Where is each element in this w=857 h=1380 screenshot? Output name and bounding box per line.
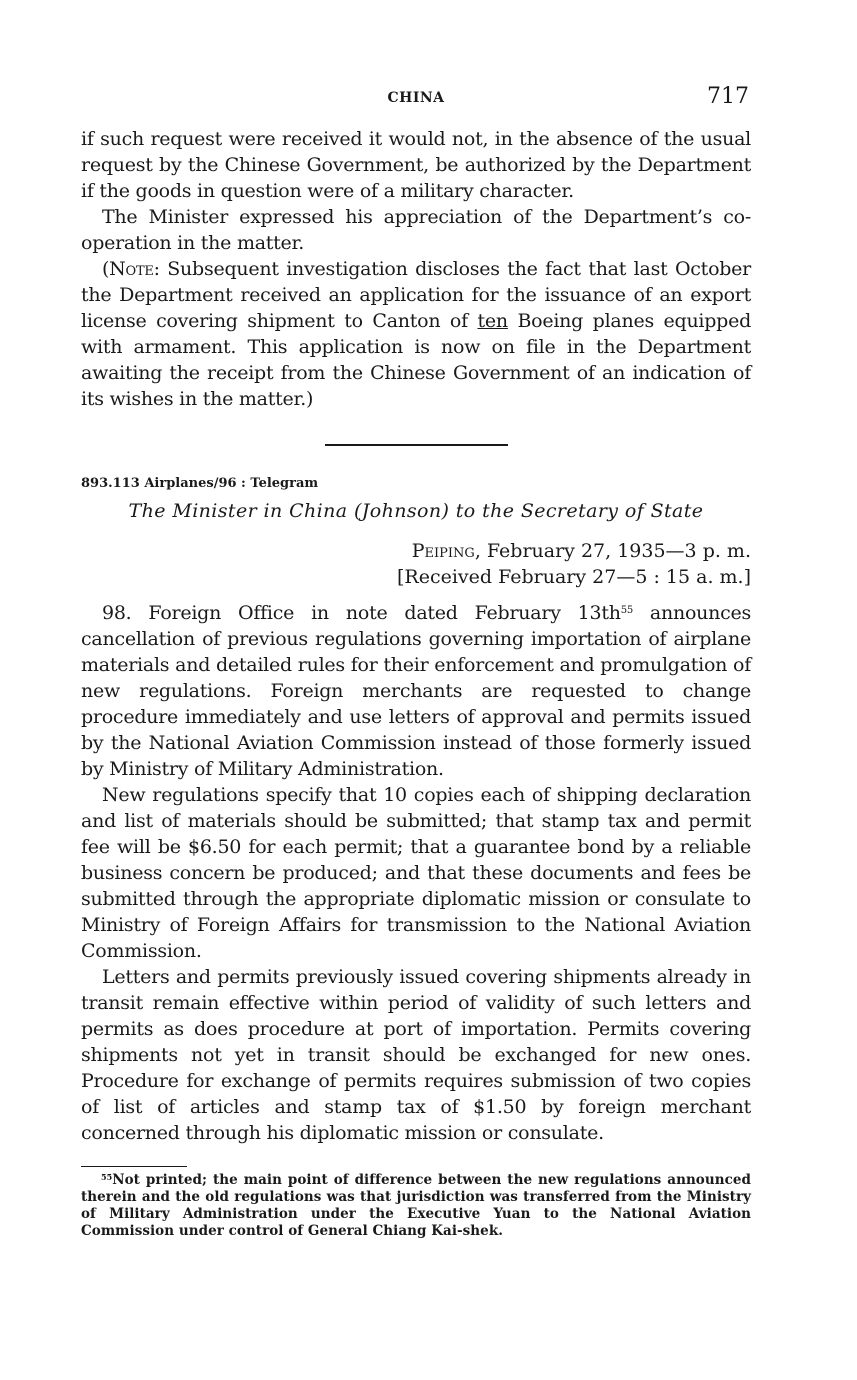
editorial-note [81,256,751,412]
telegram-body [81,600,751,1146]
dateline-date: February 27, 1935—3 p. m. [480,540,751,562]
page-number: 717 [707,84,749,109]
document-page [81,84,751,1240]
preceding-paragraph-1: if such request were received it would not, in the absence of the usual request by the Chinese Government, be authorized by the Department if the goods in question were of a military character. [81,128,751,202]
dateline [81,538,751,590]
dateline-sent [81,538,751,564]
note-text-after: Boeing planes equipped with armament. This application is now on file in the Department awaiting the receipt from the Chinese Government of an indication of its wishes in the matter.) [81,310,751,410]
telegram-paragraph-2: New regulations specify that 10 copies each of shipping declaration and list of materials should be submitted; that stamp tax and permit fee will be $6.50 for each permit; that a guarantee bond by a reliable business concern be produced; and that these documents and fees be submitted through the appropriate diplomatic mission or consulate to Ministry of Foreign Affairs for transmission to the National Aviation Commission. [81,784,751,962]
note-text-before: : Subsequent investigation discloses the fact that last October the Department received an application for the issuance of an export license covering shipment to Canton of [81,258,751,332]
dateline-received: [Received February 27—5 : 15 a. m.] [397,566,751,588]
dateline-place: Peiping, [411,540,481,562]
telegram-paragraph-1 [81,600,751,782]
footnote-text: Not printed; the main point of difference between the new regulations announced therein and the old regulations was that jurisdiction was transferred from the Ministry of Military Administration under the Executive Yuan to the National Aviation Commission under control of General Chiang Kai-shek. [81,1172,751,1239]
running-header [81,84,751,114]
telegram-p1-after: announces cancellation of previous regulations governing importation of airplane materials and detailed rules for their enforcement and promulgation of new regulations. Foreign merchants are requested to change procedure immediately and use letters of approval and permits issued by the National Aviation Commission instead of those formerly issued by Ministry of Military Administration. [81,602,752,780]
preceding-paragraph-2: The Minister expressed his appreciation of the Department’s co-operation in the matter. [81,206,751,254]
footnote-reference: 55 [620,605,633,616]
note-open-paren: ( [102,258,110,280]
document-title: The Minister in China (Johnson) to the Secretary of State [128,500,704,522]
running-title: CHINA [387,90,445,106]
telegram-p1-before: 98. Foreign Office in note dated February 13th [102,602,621,624]
note-label: Note [109,258,154,280]
telegram-paragraph-3: Letters and permits previously issued covering shipments already in transit remain effective within period of validity of such letters and permits as does procedure at port of importation. Permits covering shipments not yet in transit should be exchanged for new ones. Procedure for exchange of permits requires submission of two copies of list of articles and stamp tax of $1.50 by foreign merchant concerned through his diplomatic mission or consulate. [81,966,751,1144]
document-reference: 893.113 Airplanes/96 : Telegram [81,476,319,491]
note-underlined-word: ten [477,310,508,332]
footnote-divider [81,1166,187,1167]
footnote-number: 55 [101,1172,113,1182]
footnote [81,1172,751,1240]
section-divider [325,444,508,446]
